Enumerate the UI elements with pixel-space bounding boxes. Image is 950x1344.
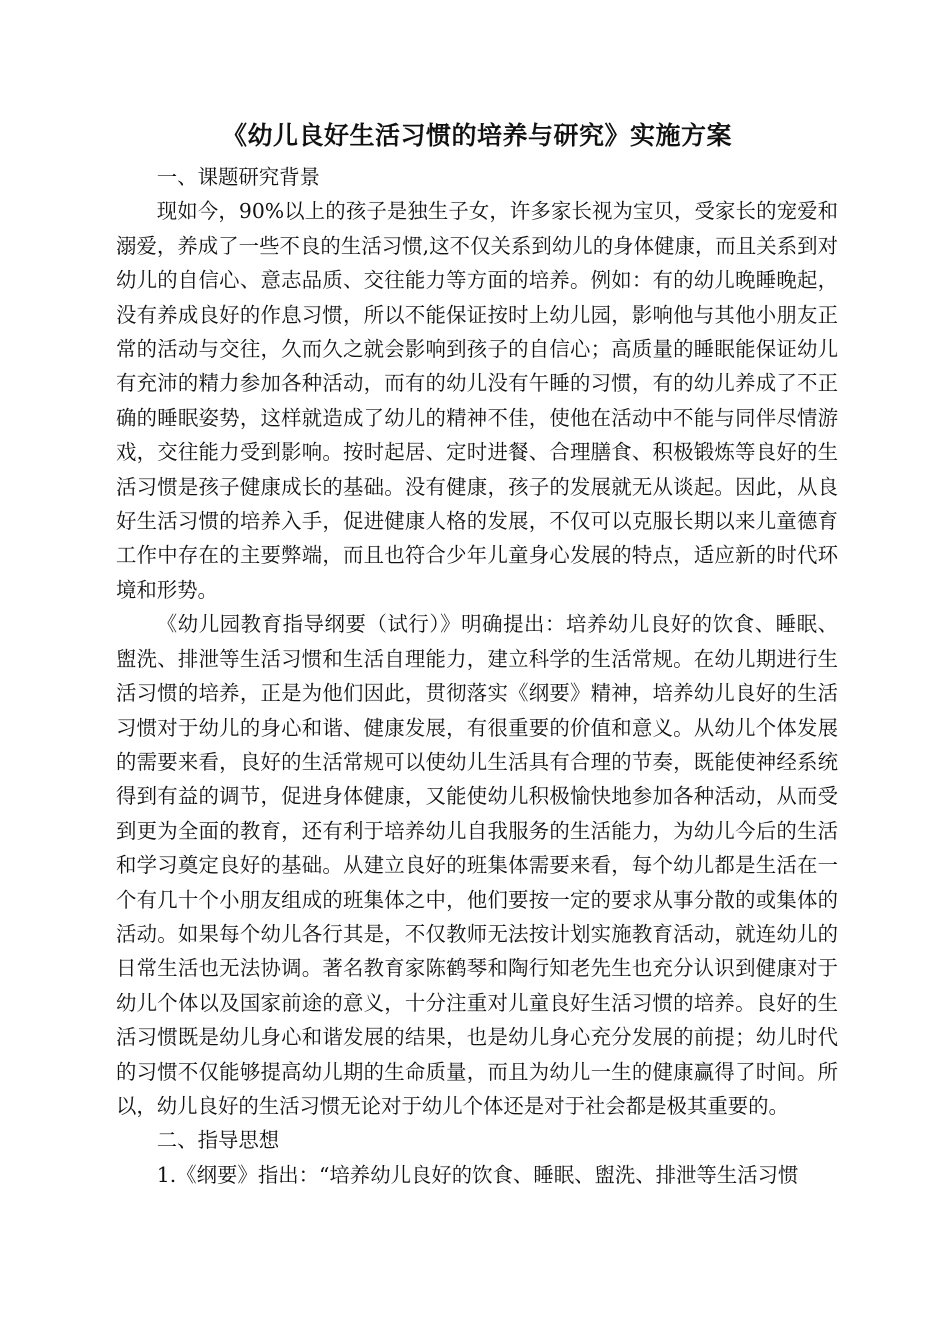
paragraph-guidelines: 《幼儿园教育指导纲要（试行）》明确提出：培养幼儿良好的饮食、睡眠、盥洗、排泄等生活习惯和生活自理能力，建立科学的生活常规。在幼儿期进行生活习惯的培养，正是为他们因此，贯彻落实《纲要》精神，培养幼儿良好的生活习惯对于幼儿的身心和谐、健康发展，有很重要的价值和意义。从幼儿个体发展的需要来看，良好的生活常规可以使幼儿生活具有合理的节奏，既能使神经系统得到有益的调节，促进身体健康，又能使幼儿积极愉快地参加各种活动，从而受到更为全面的教育，还有利于培养幼儿自我服务的生活能力，为幼儿今后的生活和学习奠定良好的基础。从建立良好的班集体需要来看，每个幼儿都是生活在一个有几十个小朋友组成的班集体之中，他们要按一定的要求从事分散的或集体的活动。如果每个幼儿各行其是，不仅教师无法按计划实施教育活动，就连幼儿的日常生活也无法协调。著名教育家陈鹤琴和陶行知老先生也充分认识到健康对于幼儿个体以及国家前途的意义，十分注重对儿童良好生活习惯的培养。良好的生活习惯既是幼儿身心和谐发展的结果，也是幼儿身心充分发展的前提；幼儿时代的习惯不仅能够提高幼儿期的生命质量，而且为幼儿一生的健康赢得了时间。所以，幼儿良好的生活习惯无论对于幼儿个体还是对于社会都是极其重要的。 xyxy=(116,612,838,1118)
section-heading-guiding-ideology: 二、指导思想 xyxy=(156,1128,280,1153)
document-title: 《幼儿良好生活习惯的培养与研究》实施方案 xyxy=(221,121,732,150)
paragraph-guiding-ideology: 1.《纲要》指出：“培养幼儿良好的饮食、睡眠、盥洗、排泄等生活习惯 xyxy=(156,1162,799,1187)
section-heading-background: 一、课题研究背景 xyxy=(156,165,320,189)
document-page xyxy=(116,114,838,1192)
paragraph-background: 现如今，90%以上的孩子是独生子女，许多家长视为宝贝，受家长的宠爱和溺爱，养成了一些不良的生活习惯,这不仅关系到幼儿的身体健康，而且关系到对幼儿的自信心、意志品质、交往能力等方面的培养。例如：有的幼儿晚睡晚起，没有养成良好的作息习惯，所以不能保证按时上幼儿园，影响他与其他小朋友正常的活动与交往，久而久之就会影响到孩子的自信心；高质量的睡眠能保证幼儿有充沛的精力参加各种活动，而有的幼儿没有午睡的习惯，有的幼儿养成了不正确的睡眠姿势，这样就造成了幼儿的精神不佳，使他在活动中不能与同伴尽情游戏，交往能力受到影响。按时起居、定时进餐、合理膳食、积极锻炼等良好的生活习惯是孩子健康成长的基础。没有健康，孩子的发展就无从谈起。因此，从良好生活习惯的培养入手，促进健康人格的发展，不仅可以克服长期以来儿童德育工作中存在的主要弊端，而且也符合少年儿童身心发展的特点，适应新的时代环境和形势。 xyxy=(116,199,838,602)
